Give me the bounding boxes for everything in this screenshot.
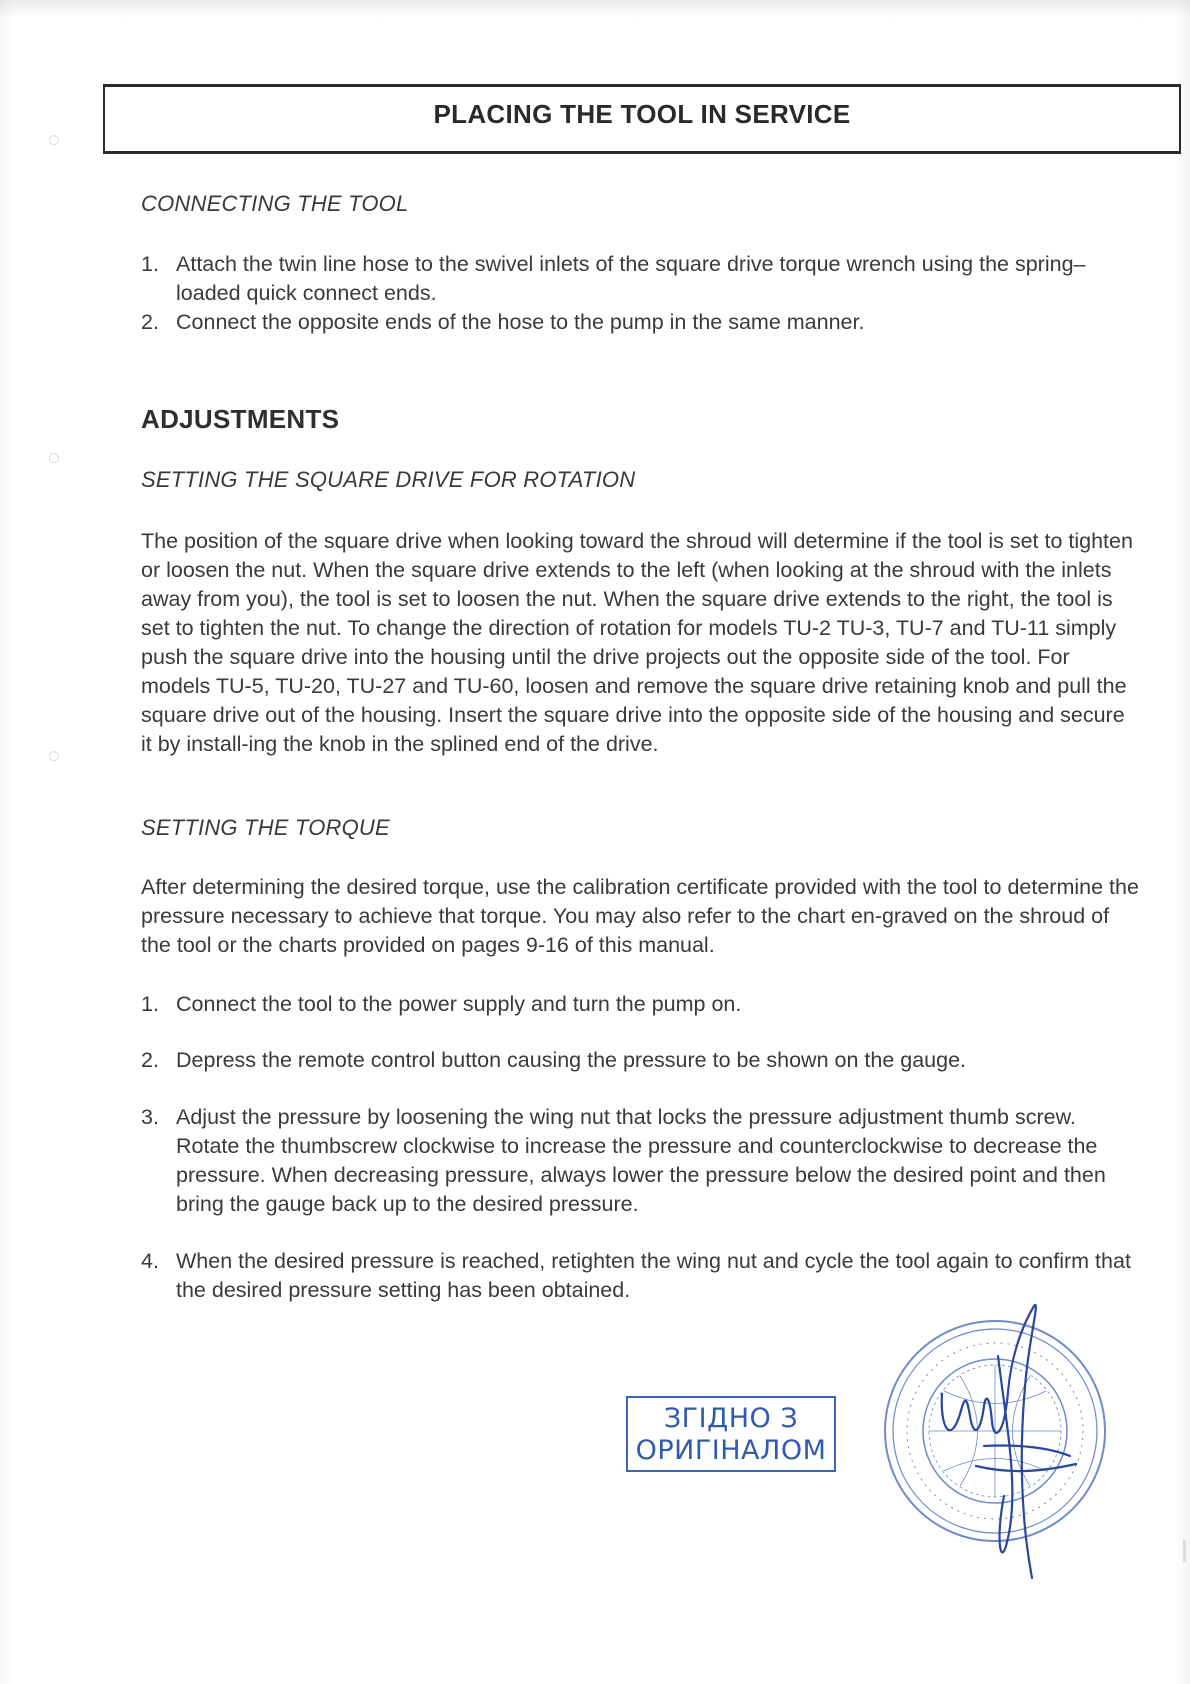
page-title: PLACING THE TOOL IN SERVICE bbox=[433, 98, 851, 129]
stamp-line-2: ОРИГІНАЛОМ bbox=[635, 1435, 827, 1466]
scan-edge-mark bbox=[1183, 1540, 1186, 1562]
list-item bbox=[141, 1103, 1141, 1219]
list-item bbox=[141, 250, 1141, 308]
list-number: 1. bbox=[141, 252, 159, 276]
rotation-paragraph: The position of the square drive when looking toward the shroud will determine if the tool is set to tighten or loosen the nut. When the square drive extends to the left (when looking at the shroud with the inlets away from you), the tool is set to loosen the nut. When the square drive extends to the right, the tool is set to tighten the nut. To change the direction of rotation for models TU-2 TU-3, TU-7 and TU-11 simply push the square drive into the housing until the drive projects out the opposite side of the tool. For models TU-5, TU-20, TU-27 and TU-60, loosen and remove the square drive retaining knob and pull the square drive out of the housing. Insert the square drive into the opposite side of the housing and secure it by install-ing the knob in the splined end of the drive. bbox=[141, 529, 1133, 756]
list-item bbox=[141, 1046, 1141, 1075]
list-number: 2. bbox=[141, 310, 159, 334]
list-number: 4. bbox=[141, 1249, 159, 1273]
list-text: Connect the tool to the power supply and turn the pump on. bbox=[176, 992, 742, 1016]
torque-paragraph: After determining the desired torque, use the calibration certificate provided with the tool to determine the pressure necessary to achieve that torque. You may also refer to the chart en-graved on the shroud of the tool or the charts provided on pages 9-16 of this manual. bbox=[141, 875, 1139, 957]
adjustments-heading: ADJUSTMENTS bbox=[141, 404, 340, 434]
certified-copy-stamp bbox=[626, 1396, 836, 1472]
binder-hole-mark: ◌ bbox=[48, 447, 60, 469]
scan-top-edge bbox=[0, 0, 1190, 18]
stamp-line-1: ЗГІДНО З bbox=[663, 1403, 799, 1434]
list-item bbox=[141, 308, 1141, 337]
binder-hole-mark: ◌ bbox=[48, 129, 60, 151]
list-number: 3. bbox=[141, 1105, 159, 1129]
title-box bbox=[103, 84, 1181, 154]
list-item bbox=[141, 990, 1141, 1019]
official-seal-with-signature bbox=[880, 1296, 1110, 1596]
list-text: Attach the twin line hose to the swivel inlets of the square drive torque wrench using the spring–loaded quick connect ends. bbox=[176, 252, 1086, 305]
rotation-heading: SETTING THE SQUARE DRIVE FOR ROTATION bbox=[141, 467, 636, 492]
list-text: Connect the opposite ends of the hose to the pump in the same manner. bbox=[176, 310, 865, 334]
list-number: 1. bbox=[141, 992, 159, 1016]
binder-hole-mark: ◌ bbox=[48, 745, 60, 767]
list-text: When the desired pressure is reached, retighten the wing nut and cycle the tool again to confirm that the desired pressure setting has been obtained. bbox=[176, 1249, 1131, 1302]
signature-icon bbox=[942, 1305, 1076, 1578]
torque-heading: SETTING THE TORQUE bbox=[141, 815, 390, 840]
list-text: Adjust the pressure by loosening the wing nut that locks the pressure adjustment thumb screw. Rotate the thumbscrew clockwise to increase the pressure and counterclockwise to decrease the pressure. When decreasing pressure, always lower the pressure below the desired point and then bring the gauge back up to the desired pressure. bbox=[176, 1105, 1106, 1216]
list-text: Depress the remote control button causing the pressure to be shown on the gauge. bbox=[176, 1048, 967, 1072]
list-number: 2. bbox=[141, 1048, 159, 1072]
connecting-heading: CONNECTING THE TOOL bbox=[141, 191, 409, 216]
